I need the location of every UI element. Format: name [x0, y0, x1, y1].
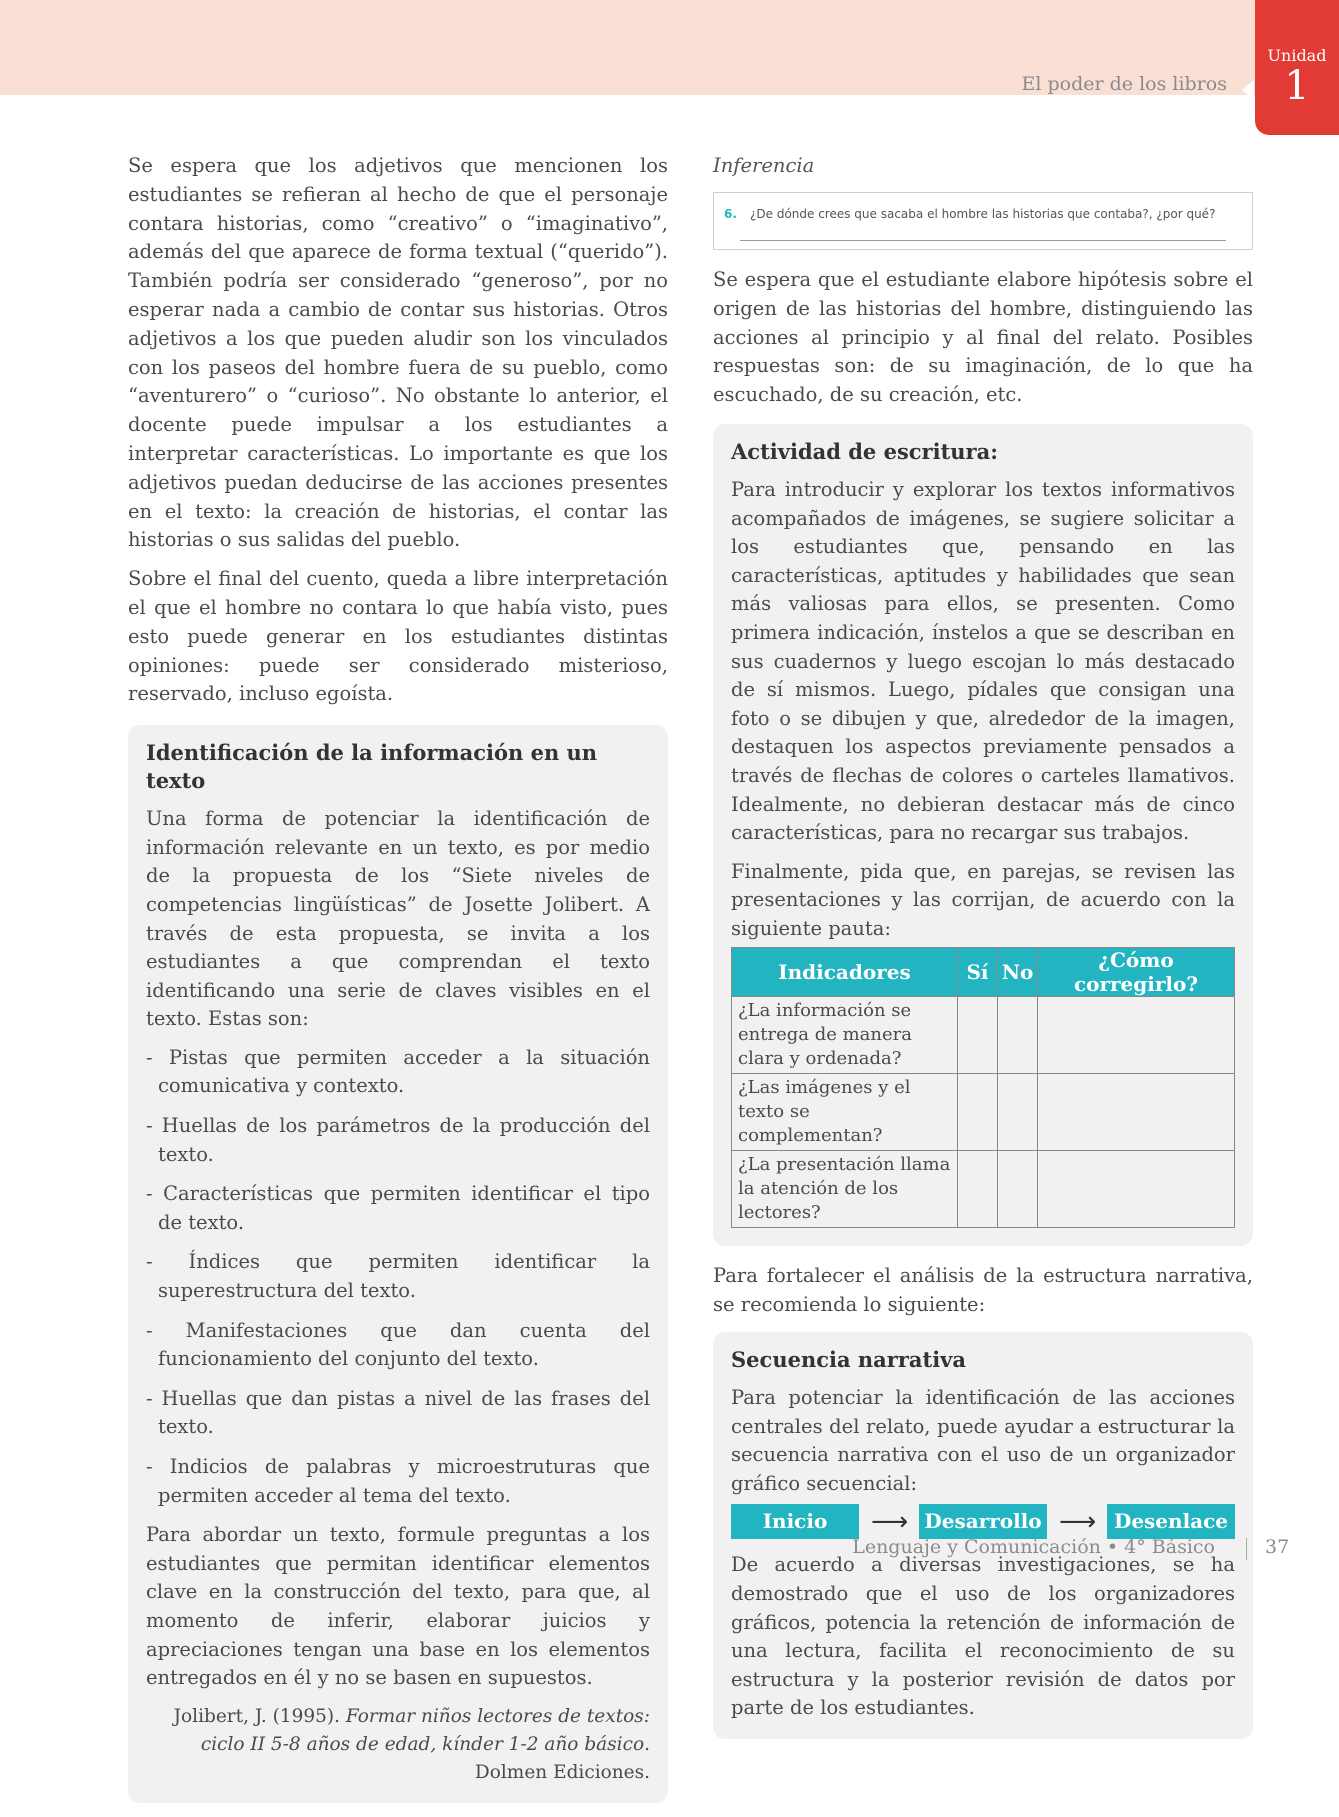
info-identification-box	[128, 725, 668, 1803]
header-arrow-icon	[1242, 80, 1254, 100]
citation	[146, 1703, 650, 1787]
footer	[0, 1536, 1339, 1566]
table-row	[732, 1074, 1235, 1151]
yes-cell[interactable]	[958, 997, 998, 1074]
table-header: Indicadores	[732, 948, 958, 997]
unit-tab	[1255, 0, 1339, 135]
right-arrow-icon: ⟶	[1059, 1506, 1097, 1537]
list-item: - Manifestaciones que dan cuenta del funcionamiento del conjunto del texto.	[146, 1318, 650, 1371]
unit-number: 1	[1284, 63, 1310, 109]
question-text: ¿De dónde crees que sacaba el hombre las historias que contaba?, ¿por qué?	[750, 207, 1216, 221]
paragraph: Para fortalecer el análisis de la estructura narrativa, se recomienda lo siguiente:	[713, 1264, 1253, 1317]
table-row	[732, 997, 1235, 1074]
footer-separator	[1246, 1538, 1247, 1560]
left-column	[128, 152, 668, 1817]
indicator-cell: ¿La información se entrega de manera clara y ordenada?	[732, 997, 958, 1074]
step-desenlace: Desenlace	[1107, 1504, 1235, 1539]
box-title: Identificación de la información en un texto	[146, 740, 598, 794]
indicator-cell: ¿La presentación llama la atención de los lectores?	[732, 1151, 958, 1228]
sequence-paragraph: Para potenciar la identificación de las acciones centrales del relato, puede ayudar a estructurar la secuencia narrativa con el uso de un organizador gráfico secuencial:	[731, 1386, 1235, 1495]
section-title: El poder de los libros	[1021, 73, 1227, 95]
list-item: - Pistas que permiten acceder a la situación comunicativa y contexto.	[146, 1045, 650, 1098]
citation-title: Formar niños lectores de textos: ciclo II 5-8 años de edad, kínder 1-2 año básico	[200, 1705, 650, 1755]
clues-list	[146, 1044, 650, 1510]
no-cell[interactable]	[998, 1151, 1038, 1228]
table-header: ¿Cómo corregirlo?	[1038, 948, 1235, 997]
citation-author: Jolibert, J. (1995).	[173, 1705, 340, 1727]
table-header: Sí	[958, 948, 998, 997]
sequence-organizer	[731, 1504, 1235, 1539]
question-number: 6.	[724, 207, 737, 221]
review-table	[731, 947, 1235, 1228]
footer-subject: Lenguaje y Comunicación • 4° Básico	[852, 1536, 1215, 1558]
box-closing: Para abordar un texto, formule preguntas a los estudiantes que permitan identificar elementos clave en la construcción del texto, para que, al momento de inferir, elaborar juicios y apreciaciones tengan una base en los elementos entregados en él y no se basen en supuestos.	[146, 1523, 650, 1690]
writing-activity-box	[713, 424, 1253, 1247]
citation-publisher: . Dolmen Ediciones.	[474, 1733, 650, 1783]
activity-paragraph: Para introducir y explorar los textos informativos acompañados de imágenes, se sugiere solicitar a los estudiantes que, pensando en las características, aptitudes y habilidades que sean más valiosas para ellos, se presenten. Como primera indicación, ínstelos a que se describan en sus cuadernos y luego escojan lo más destacado de sí mismos. Luego, pídales que consigan una foto o se dibujen y que, alrededor de la imagen, destaquen los aspectos previamente pensados a través de flechas de colores o carteles llamativos. Idealmente, no debieran destacar más de cinco características, para no recargar sus trabajos.	[731, 477, 1235, 845]
yes-cell[interactable]	[958, 1074, 998, 1151]
sequence-paragraph: De acuerdo a diversas investigaciones, se ha demostrado que el uso de los organizadores gráficos, potencia la retención de información de una lectura, facilita el reconocimiento de su estructura y la posterior revisión de datos por parte de los estudiantes.	[731, 1553, 1235, 1720]
answer-line[interactable]	[740, 240, 1226, 241]
no-cell[interactable]	[998, 997, 1038, 1074]
question-box	[713, 192, 1253, 250]
right-column	[713, 152, 1253, 1753]
activity-paragraph: Finalmente, pida que, en parejas, se revisen las presentaciones y las corrijan, de acuerdo con la siguiente pauta:	[731, 859, 1235, 940]
yes-cell[interactable]	[958, 1151, 998, 1228]
paragraph: Se espera que los adjetivos que mencionen los estudiantes se refieran al hecho de que el personaje contara historias, como “creativo” o “imaginativo”, además del que aparece de forma textual (“querido”). También podría ser considerado “generoso”, por no esperar nada a cambio de contar sus historias. Otros adjetivos a los que pueden aludir son los vinculados con los paseos del hombre fuera de su pueblo, como “aventurero” o “curioso”. No obstante lo anterior, el docente puede impulsar a los estudiantes a interpretar características. Lo importante es que los adjetivos puedan deducirse de las acciones presentes en el texto: la creación de historias, el contar las historias o sus salidas del pueblo.	[128, 154, 668, 552]
box-title: Actividad de escritura:	[731, 438, 998, 464]
step-inicio: Inicio	[731, 1504, 859, 1539]
list-item: - Huellas de los parámetros de la producción del texto.	[146, 1114, 650, 1166]
table-row	[732, 1151, 1235, 1228]
correction-cell[interactable]	[1038, 1151, 1235, 1228]
list-item: - Características que permiten identificar el tipo de texto.	[146, 1182, 650, 1234]
step-desarrollo: Desarrollo	[919, 1504, 1047, 1539]
indicator-cell: ¿Las imágenes y el texto se complementan?	[732, 1074, 958, 1151]
inferencia-label: Inferencia	[713, 154, 815, 177]
right-arrow-icon: ⟶	[871, 1506, 909, 1537]
unit-label: Unidad	[1267, 46, 1327, 65]
paragraph: Se espera que el estudiante elabore hipótesis sobre el origen de las historias del hombre, distinguiendo las acciones al principio y al final del relato. Posibles respuestas son: de su imaginación, de lo que ha escuchado, de su creación, etc.	[713, 268, 1253, 407]
list-item: - Índices que permiten identificar la superestructura del texto.	[146, 1250, 650, 1303]
table-header: No	[998, 948, 1038, 997]
list-item: - Huellas que dan pistas a nivel de las frases del texto.	[146, 1386, 650, 1439]
correction-cell[interactable]	[1038, 1074, 1235, 1151]
no-cell[interactable]	[998, 1074, 1038, 1151]
page-number: 37	[1265, 1536, 1290, 1558]
box-intro: Una forma de potenciar la identificación de información relevante en un texto, es por medio de la propuesta de los “Siete niveles de competencias lingüísticas” de Josette Jolibert. A través de esta propuesta, se invita a los estudiantes a que comprendan el texto identificando una serie de claves visibles en el texto. Estas son:	[146, 807, 650, 1031]
list-item: - Indicios de palabras y microestruturas que permiten acceder al tema del texto.	[146, 1455, 650, 1507]
paragraph: Sobre el final del cuento, queda a libre interpretación el que el hombre no contara lo que había visto, pues esto puede generar en los estudiantes distintas opiniones: puede ser considerado misterioso, reservado, incluso egoísta.	[128, 567, 668, 706]
correction-cell[interactable]	[1038, 997, 1235, 1074]
box-title: Secuencia narrativa	[731, 1347, 966, 1373]
